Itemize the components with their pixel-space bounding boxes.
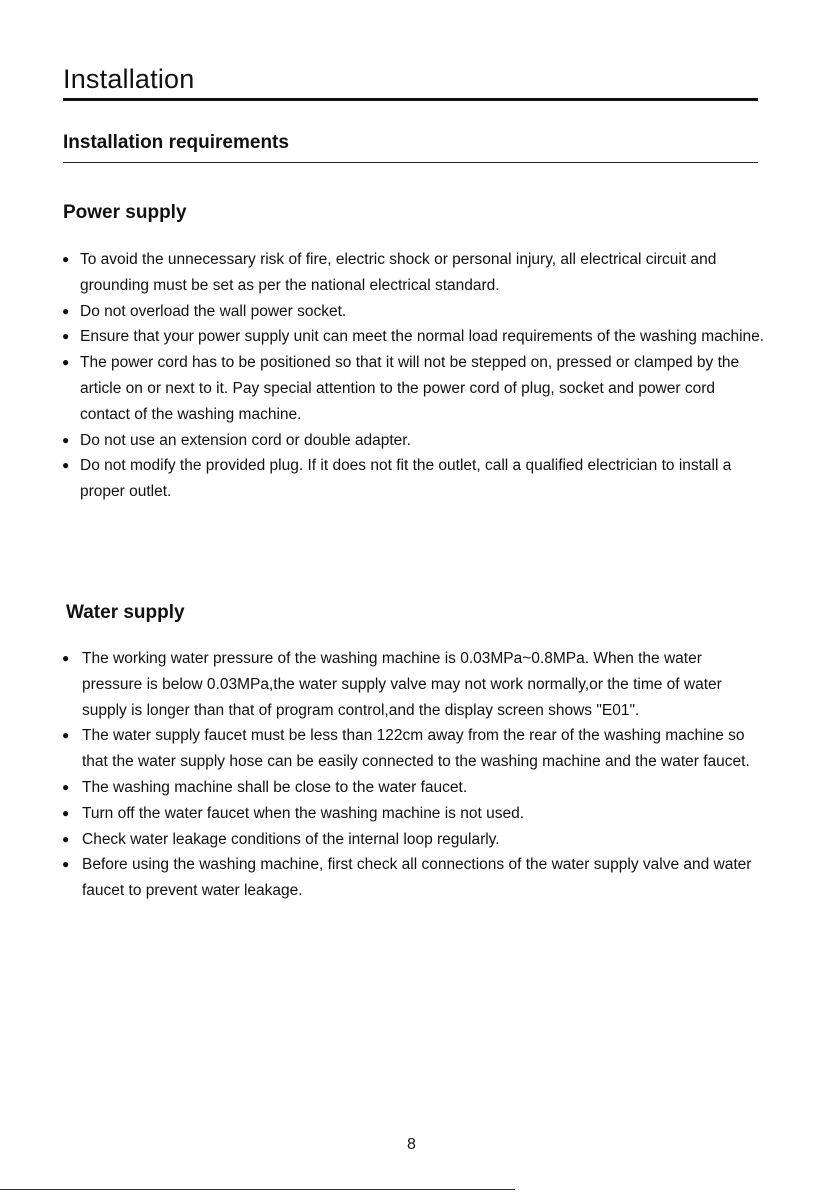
list-item-text: To avoid the unnecessary risk of fire, electric shock or personal injury, all electrical circuit and grounding must be set as per the national electrical standard. bbox=[80, 251, 717, 294]
list-item-text: Do not modify the provided plug. If it does not fit the outlet, call a qualified electrician to install a proper outlet. bbox=[80, 457, 732, 501]
bullet-icon: ● bbox=[62, 252, 70, 266]
bullet-icon: ● bbox=[62, 355, 70, 370]
list-item-text: Do not use an extension cord or double adapter. bbox=[80, 431, 411, 449]
bullet-icon: ● bbox=[62, 728, 70, 743]
page-number: 8 bbox=[407, 1136, 416, 1153]
list-item-text: The working water pressure of the washing machine is 0.03MPa~0.8MPa. When the water pressure is below 0.03MPa,the water supply valve may not work normally,or the time of water supply is longer than that of program control,and the display screen shows "E01". bbox=[82, 650, 722, 719]
section-title: Installation requirements bbox=[63, 132, 289, 153]
title-divider bbox=[63, 98, 758, 101]
list-item bbox=[60, 299, 765, 325]
bullet-icon: ● bbox=[62, 432, 70, 447]
bullet-icon: ● bbox=[62, 651, 70, 665]
bullet-icon: ● bbox=[62, 458, 70, 473]
list-item-text: Before using the washing machine, first check all connections of the water supply valve and water faucet to prevent water leakage. bbox=[82, 856, 752, 900]
footer-divider bbox=[0, 1189, 515, 1190]
power-supply-list bbox=[60, 247, 765, 505]
list-item-text: Ensure that your power supply unit can meet the normal load requirements of the washing machine. bbox=[80, 328, 765, 346]
list-item bbox=[60, 801, 765, 827]
list-item-text: Check water leakage conditions of the internal loop regularly. bbox=[82, 830, 500, 848]
bullet-icon: ● bbox=[62, 303, 70, 318]
list-item bbox=[60, 827, 765, 853]
list-item bbox=[60, 324, 765, 350]
list-item-text: Turn off the water faucet when the washing machine is not used. bbox=[82, 804, 525, 822]
bullet-icon: ● bbox=[62, 857, 70, 872]
list-item bbox=[60, 350, 765, 427]
list-item-text: The power cord has to be positioned so that it will not be stepped on, pressed or clamped by the article on or next to it. Pay special attention to the power cord of plug, socket and power cord contact of the washing machine. bbox=[80, 354, 740, 423]
list-item-text: The water supply faucet must be less than 122cm away from the rear of the washing machine so that the water supply hose can be easily connected to the washing machine and the water faucet. bbox=[82, 727, 750, 771]
water-supply-heading: Water supply bbox=[66, 602, 185, 623]
list-item bbox=[60, 428, 765, 454]
list-item-text: Do not overload the wall power socket. bbox=[80, 302, 347, 320]
list-item bbox=[60, 852, 765, 904]
section-divider bbox=[63, 162, 758, 163]
water-supply-list bbox=[60, 646, 765, 904]
list-item bbox=[60, 723, 765, 775]
page-title: Installation bbox=[63, 64, 195, 94]
bullet-icon: ● bbox=[62, 831, 70, 846]
bullet-icon: ● bbox=[62, 329, 70, 344]
list-item bbox=[60, 646, 765, 723]
list-item bbox=[60, 775, 765, 801]
bullet-icon: ● bbox=[62, 805, 70, 820]
list-item bbox=[60, 453, 765, 505]
power-supply-heading: Power supply bbox=[63, 202, 187, 223]
bullet-icon: ● bbox=[62, 779, 70, 794]
list-item bbox=[60, 247, 765, 299]
list-item-text: The washing machine shall be close to the water faucet. bbox=[82, 778, 468, 796]
